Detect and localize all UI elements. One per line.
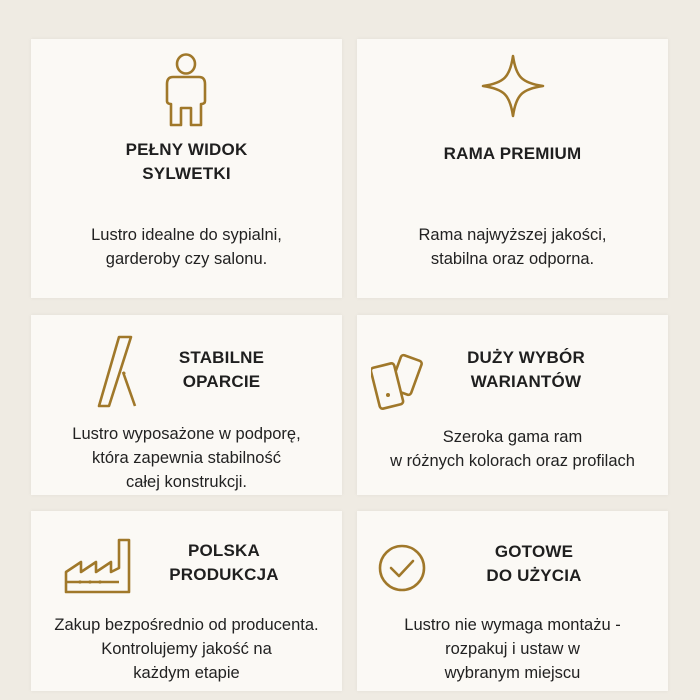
- feature-description: Lustro idealne do sypialni, garderoby czy salonu.: [91, 226, 282, 268]
- feature-description: Szeroka gama ram w różnych kolorach oraz profilach: [390, 428, 635, 470]
- sparkle-star-icon: [480, 53, 546, 119]
- factory-icon: [63, 536, 135, 596]
- feature-description: Rama najwyższej jakości, stabilna oraz odporna.: [418, 226, 607, 268]
- feature-card-stable-support: [31, 315, 342, 495]
- checkmark-circle-icon: [377, 543, 427, 593]
- feature-card-variants: [357, 315, 668, 495]
- feature-title: GOTOWE DO UŻYCIA: [486, 542, 582, 585]
- color-cards-icon: [371, 353, 427, 413]
- feature-card-premium-frame: [357, 39, 668, 298]
- feature-card-ready-to-use: [357, 511, 668, 691]
- feature-description: Zakup bezpośrednio od producenta. Kontrolujemy jakość na każdym etapie: [54, 616, 319, 682]
- feature-title: RAMA PREMIUM: [443, 144, 582, 163]
- feature-description: Lustro nie wymaga montażu - rozpakuj i ustaw w wybranym miejscu: [404, 616, 621, 682]
- feature-title: STABILNE OPARCIE: [178, 348, 265, 391]
- person-silhouette-icon: [164, 53, 208, 129]
- feature-title: POLSKA PRODUKCJA: [169, 541, 279, 584]
- feature-title: DUŻY WYBÓR WARIANTÓW: [467, 348, 585, 391]
- mirror-stand-icon: [95, 334, 141, 410]
- feature-card-full-view: [31, 39, 342, 298]
- feature-description: Lustro wyposażone w podporę, która zapewnia stabilność całej konstrukcji.: [72, 425, 301, 491]
- feature-title: PEŁNY WIDOK SYLWETKI: [125, 140, 248, 183]
- feature-card-polish-production: [31, 511, 342, 691]
